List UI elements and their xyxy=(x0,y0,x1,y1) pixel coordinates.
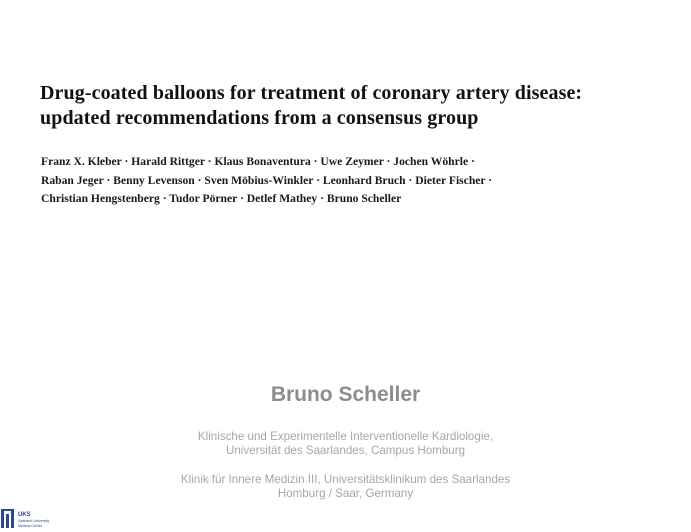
author-line-3: Christian Hengstenberg · Tudor Pörner · Detlef Mathey · Bruno Scheller xyxy=(41,192,402,205)
affiliation-1-line-1: Klinische und Experimentelle Interventionelle Kardiologie, xyxy=(197,430,494,443)
presenter-affiliation-2 xyxy=(0,473,691,501)
logo-emblem-icon xyxy=(1,509,14,528)
logo-text-line-1: Saarland University xyxy=(18,519,50,523)
logo-mark: UKS xyxy=(18,512,31,518)
affiliation-1-line-2: Universität des Saarlandes, Campus Homburg xyxy=(225,444,466,457)
presenter-affiliation-1 xyxy=(0,430,691,458)
author-line-2: Raban Jeger · Benny Levenson · Sven Möbius-Winkler · Leonhard Bruch · Dieter Fischer · xyxy=(41,173,493,187)
paper-title-line-2: updated recommendations from a consensus group xyxy=(40,107,479,129)
paper-title-line-1: Drug-coated balloons for treatment of coronary artery disease: xyxy=(40,82,583,104)
presenter-name: Bruno Scheller xyxy=(270,383,421,406)
author-line-1: Franz X. Kleber · Harald Rittger · Klaus Bonaventura · Uwe Zeymer · Jochen Wöhrle · xyxy=(41,155,475,168)
author-list xyxy=(41,153,661,209)
affiliation-2-line-2: Homburg / Saar, Germany xyxy=(277,487,414,500)
affiliation-2-line-1: Klinik für Innere Medizin III, Universitätsklinikum des Saarlandes xyxy=(180,473,511,486)
university-logo xyxy=(0,508,72,530)
logo-text-line-2: Medical Center xyxy=(18,524,43,528)
paper-title xyxy=(40,81,670,131)
